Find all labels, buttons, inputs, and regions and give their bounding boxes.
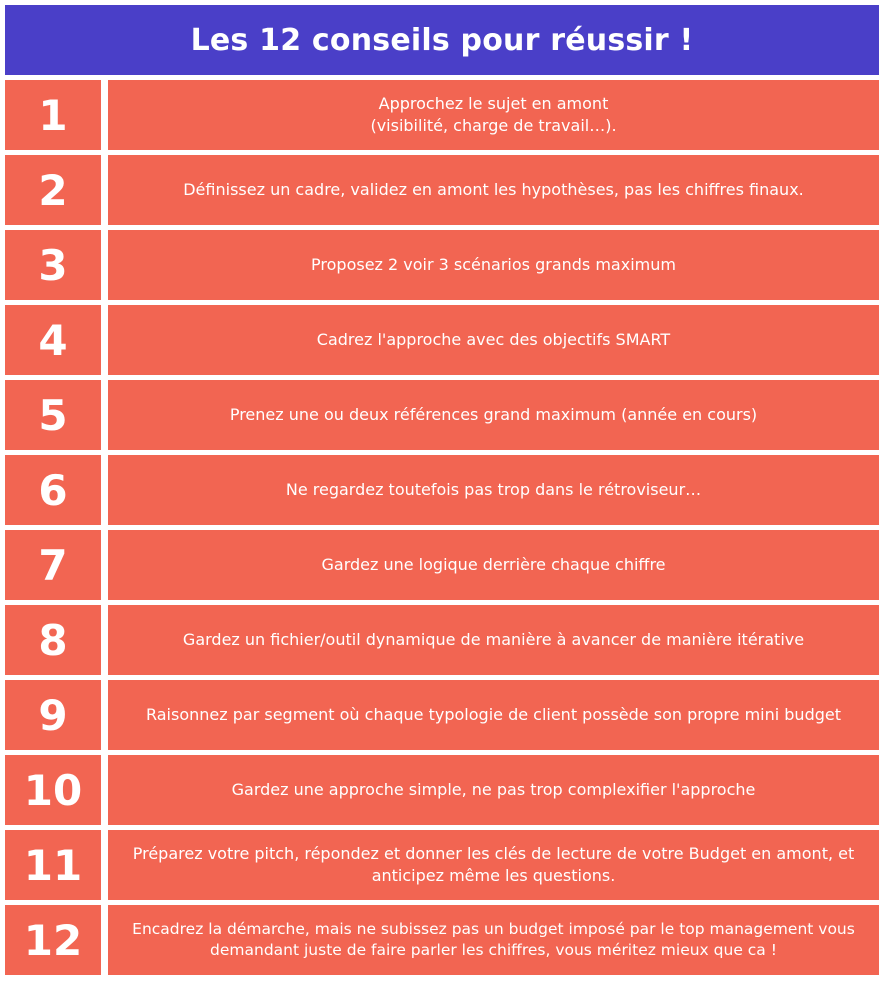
tip-number-cell	[5, 305, 101, 375]
tip-row-8	[5, 605, 879, 675]
tip-text: Préparez votre pitch, répondez et donner les clés de lecture de votre Budget en amont, et anticipez même les questions.	[132, 844, 855, 885]
tip-row-3	[5, 230, 879, 300]
tip-text-cell	[108, 455, 879, 525]
page-title: Les 12 conseils pour réussir !	[190, 22, 694, 58]
title-banner	[5, 5, 879, 75]
tip-text-cell	[108, 830, 879, 900]
tip-number: 8	[38, 615, 68, 665]
tip-row-12	[5, 905, 879, 975]
tip-number: 7	[38, 540, 68, 590]
tip-row-4	[5, 305, 879, 375]
tip-row-10	[5, 755, 879, 825]
tip-row-5	[5, 380, 879, 450]
tip-number: 11	[23, 840, 83, 890]
tip-number: 1	[38, 90, 68, 140]
tip-number: 3	[38, 240, 68, 290]
tip-text: Proposez 2 voir 3 scénarios grands maximum	[311, 255, 676, 274]
tip-row-6	[5, 455, 879, 525]
tip-text: Encadrez la démarche, mais ne subissez pas un budget imposé par le top management vous demandant juste de faire parler les chiffres, vous méritez mieux que ca !	[132, 920, 855, 959]
tip-number: 5	[38, 390, 68, 440]
tip-row-9	[5, 680, 879, 750]
tip-text: Définissez un cadre, validez en amont les hypothèses, pas les chiffres finaux.	[183, 180, 804, 199]
tip-number-cell	[5, 455, 101, 525]
tip-row-2	[5, 155, 879, 225]
tip-number-cell	[5, 680, 101, 750]
tip-text: Ne regardez toutefois pas trop dans le rétroviseur…	[285, 480, 702, 499]
tip-text-cell	[108, 605, 879, 675]
tip-text: Gardez un fichier/outil dynamique de manière à avancer de manière itérative	[182, 630, 805, 649]
tip-number-cell	[5, 230, 101, 300]
tip-text: Cadrez l'approche avec des objectifs SMART	[316, 330, 671, 349]
tip-row-1	[5, 80, 879, 150]
tip-number-cell	[5, 380, 101, 450]
tip-text-cell	[108, 530, 879, 600]
tip-number-cell	[5, 755, 101, 825]
tip-number: 12	[23, 915, 83, 965]
tip-number: 2	[38, 165, 68, 215]
tip-number-cell	[5, 155, 101, 225]
tip-text: Prenez une ou deux références grand maximum (année en cours)	[229, 405, 758, 424]
tip-row-11	[5, 830, 879, 900]
tip-number: 9	[38, 690, 68, 740]
tip-number: 4	[38, 315, 68, 365]
tip-text: Gardez une logique derrière chaque chiffre	[321, 555, 666, 574]
tip-text-cell	[108, 680, 879, 750]
tip-number: 10	[23, 765, 83, 815]
tip-text-cell	[108, 305, 879, 375]
tip-number-cell	[5, 905, 101, 975]
tip-number-cell	[5, 530, 101, 600]
tip-number-cell	[5, 830, 101, 900]
tip-text-cell	[108, 380, 879, 450]
tip-text: Approchez le sujet en amont (visibilité, charge de travail…).	[370, 94, 617, 135]
tip-number-cell	[5, 605, 101, 675]
tip-text-cell	[108, 755, 879, 825]
tip-row-7	[5, 530, 879, 600]
tip-text-cell	[108, 905, 879, 975]
tip-number: 6	[38, 465, 68, 515]
tip-text-cell	[108, 230, 879, 300]
tip-text: Gardez une approche simple, ne pas trop complexifier l'approche	[231, 780, 756, 799]
tip-text-cell	[108, 155, 879, 225]
tip-text: Raisonnez par segment où chaque typologie de client possède son propre mini budget	[145, 705, 841, 724]
tip-text-cell	[108, 80, 879, 150]
tip-number-cell	[5, 80, 101, 150]
